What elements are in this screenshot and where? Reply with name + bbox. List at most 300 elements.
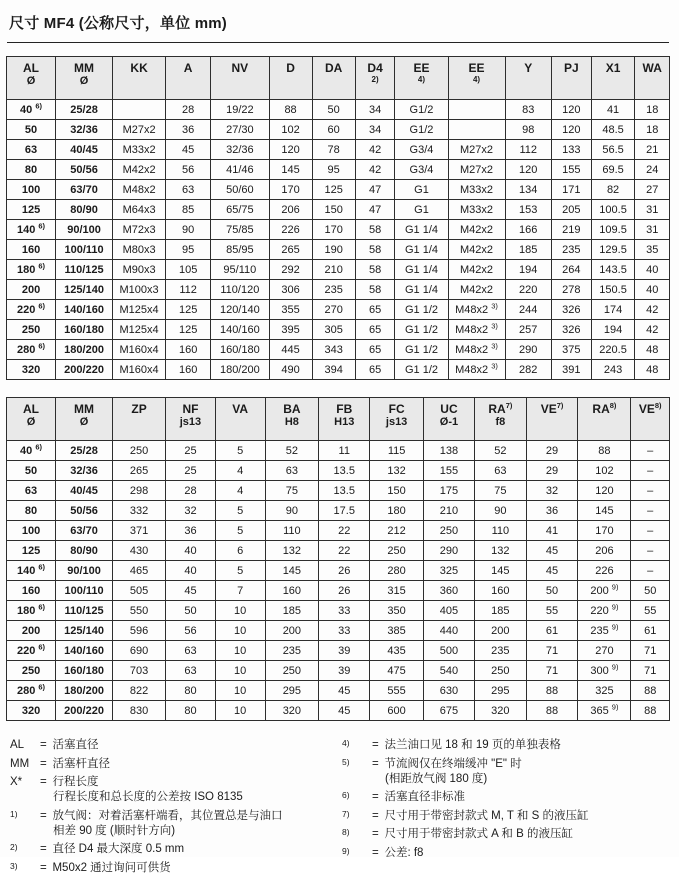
footnote-marker: 7): [342, 808, 350, 819]
table-cell: 52: [475, 441, 527, 461]
column-header-d4: D4 2): [355, 57, 395, 100]
table-cell: 138: [423, 441, 474, 461]
table-cell: 32/36: [56, 120, 113, 140]
footnote: [342, 827, 670, 842]
table-cell: 180: [370, 501, 424, 521]
table-cell: 40 $^{6)}$: [7, 441, 56, 461]
footnote-marker: 8): [342, 827, 350, 837]
table-cell: 18: [635, 120, 670, 140]
table-cell: 180 $^{6)}$: [7, 260, 56, 280]
table-cell: 282: [505, 360, 551, 380]
table-cell: 4: [215, 461, 265, 481]
table-cell: 540: [423, 661, 474, 681]
table-cell: 490: [269, 360, 312, 380]
column-header-uc: UC Ø-1: [423, 398, 474, 441]
table-cell: 80: [166, 701, 216, 721]
table-cell: 220.5: [591, 340, 635, 360]
table-cell: 822: [113, 681, 166, 701]
table-cell: 56.5: [591, 140, 635, 160]
table-cell: G1: [395, 200, 448, 220]
table-cell: 120: [551, 120, 591, 140]
footnotes-section: [6, 738, 670, 879]
table-cell: 440: [423, 621, 474, 641]
table-cell: 80: [166, 681, 216, 701]
table-cell: 95: [166, 240, 211, 260]
table-cell: 56: [166, 621, 216, 641]
table-cell: 13.5: [319, 481, 370, 501]
table-cell: 120: [505, 160, 551, 180]
table-cell: –: [631, 501, 670, 521]
table-cell: 244: [505, 300, 551, 320]
table-cell: –: [631, 541, 670, 561]
table-cell: [448, 120, 505, 140]
footnote-text: = M50x2 通过询问可供货: [40, 861, 171, 874]
table-cell: 32/36: [211, 140, 269, 160]
table-cell: 132: [475, 541, 527, 561]
table-cell: 88: [526, 701, 578, 721]
table-cell: 27: [635, 180, 670, 200]
table-cell: M100x3: [113, 280, 166, 300]
table-cell: 88: [578, 441, 631, 461]
table-cell: 88: [269, 100, 312, 120]
table-cell: 29: [526, 441, 578, 461]
table-cell: 140 $^{6)}$: [7, 561, 56, 581]
column-header-va: VA: [215, 398, 265, 441]
table-cell: 50/56: [56, 160, 113, 180]
table-cell: 550: [113, 601, 166, 621]
table-cell: 26: [319, 561, 370, 581]
table-cell: 140/160: [56, 300, 113, 320]
table-cell: 220 $^{6)}$: [7, 641, 56, 661]
table-cell: 125: [166, 320, 211, 340]
column-header-al: AL Ø: [7, 57, 56, 100]
column-header-kk: KK: [113, 57, 166, 100]
table-cell: 71: [526, 641, 578, 661]
table-cell: 32: [166, 501, 216, 521]
table-row: [7, 280, 670, 300]
table-cell: 180 $^{6)}$: [7, 601, 56, 621]
table-cell: 10: [215, 621, 265, 641]
table-cell: 250: [7, 320, 56, 340]
table-cell: 155: [423, 461, 474, 481]
table-cell: 290: [505, 340, 551, 360]
table-cell: 41: [591, 100, 635, 120]
table-cell: 435: [370, 641, 424, 661]
table-cell: 78: [312, 140, 355, 160]
table-cell: 132: [265, 541, 319, 561]
dimension-table-bottom: [6, 397, 670, 721]
table-cell: 160: [166, 340, 211, 360]
table-cell: 250: [423, 521, 474, 541]
table-cell: 200 $^{9)}$: [578, 581, 631, 601]
table-cell: –: [631, 561, 670, 581]
table-cell: 25: [166, 441, 216, 461]
table-cell: 371: [113, 521, 166, 541]
table-cell: 71: [631, 661, 670, 681]
table-cell: 500: [423, 641, 474, 661]
table-cell: M125x4: [113, 300, 166, 320]
table-cell: 465: [113, 561, 166, 581]
table-cell: G1 1/4: [395, 280, 448, 300]
column-header-da: DA: [312, 57, 355, 100]
table-row: [7, 701, 670, 721]
table-cell: 140 $^{6)}$: [7, 220, 56, 240]
table-cell: 45: [526, 561, 578, 581]
table-cell: 71: [631, 641, 670, 661]
table-cell: 830: [113, 701, 166, 721]
table-cell: 88: [631, 681, 670, 701]
table-cell: 180/200: [56, 681, 113, 701]
table-cell: 171: [551, 180, 591, 200]
footnote: [342, 809, 670, 824]
table-cell: 5: [215, 521, 265, 541]
table-cell: M64x3: [113, 200, 166, 220]
table-cell: 190: [312, 240, 355, 260]
footnote: [10, 861, 340, 876]
table-cell: 160: [475, 581, 527, 601]
table-cell: 41: [526, 521, 578, 541]
table-cell: 29: [526, 461, 578, 481]
table-cell: 65/75: [211, 200, 269, 220]
table-cell: 125/140: [56, 280, 113, 300]
table-cell: 395: [269, 320, 312, 340]
table-cell: 26: [319, 581, 370, 601]
table-cell: M27x2: [448, 160, 505, 180]
table-cell: 120: [578, 481, 631, 501]
column-header-mm: MM Ø: [56, 57, 113, 100]
table-cell: 18: [635, 100, 670, 120]
table-cell: 129.5: [591, 240, 635, 260]
table-cell: 375: [551, 340, 591, 360]
table-cell: 250: [113, 441, 166, 461]
table-cell: 65: [355, 320, 395, 340]
table-cell: 5: [215, 501, 265, 521]
table-cell: 58: [355, 280, 395, 300]
page-title: 尺寸 MF4 (公称尺寸，单位 mm): [9, 15, 227, 32]
column-header-ba: BA H8: [265, 398, 319, 441]
table-cell: 110/125: [56, 601, 113, 621]
table-cell: 200: [475, 621, 527, 641]
table-cell: 11: [319, 441, 370, 461]
table-cell: 194: [591, 320, 635, 340]
table-row: [7, 260, 670, 280]
table-cell: 41/46: [211, 160, 269, 180]
table-cell: 120/140: [211, 300, 269, 320]
table-cell: 69.5: [591, 160, 635, 180]
table-cell: M42x2: [448, 240, 505, 260]
table-cell: 257: [505, 320, 551, 340]
table-cell: 596: [113, 621, 166, 641]
table-cell: 105: [166, 260, 211, 280]
table-cell: 48.5: [591, 120, 635, 140]
footnote-text: = 直径 D4 最大深度 0.5 mm: [40, 843, 185, 855]
table-cell: 34: [355, 120, 395, 140]
table-cell: 100.5: [591, 200, 635, 220]
table-cell: 140/160: [56, 641, 113, 661]
table-cell: 42: [635, 300, 670, 320]
table-cell: 50: [166, 601, 216, 621]
footnote-text: = 尺寸用于带密封款式 M, T 和 S 的液压缸: [372, 809, 589, 822]
table-cell: 58: [355, 220, 395, 240]
column-header-x1: X1: [591, 57, 635, 100]
column-header-fc: FC js13: [370, 398, 424, 441]
table-cell: 100/110: [56, 581, 113, 601]
table-cell: M42x2: [448, 260, 505, 280]
table-cell: M90x3: [113, 260, 166, 280]
table-cell: 22: [319, 541, 370, 561]
table-cell: 10: [215, 641, 265, 661]
footnote-marker: 5): [342, 756, 350, 767]
table-cell: [113, 100, 166, 120]
table-cell: 160: [265, 581, 319, 601]
table-cell: 264: [551, 260, 591, 280]
footnotes-left-column: [10, 738, 340, 879]
table-cell: 306: [269, 280, 312, 300]
table-cell: 50: [312, 100, 355, 120]
table-cell: 320: [475, 701, 527, 721]
table-cell: 143.5: [591, 260, 635, 280]
table-row: [7, 360, 670, 380]
table-cell: 55: [631, 601, 670, 621]
footnote-marker: 6): [342, 790, 350, 800]
table-cell: M33x2: [448, 180, 505, 200]
table-cell: 42: [355, 140, 395, 160]
table-cell: M33x2: [113, 140, 166, 160]
table-row: [7, 200, 670, 220]
table-cell: 32/36: [56, 461, 113, 481]
table-cell: 5: [215, 441, 265, 461]
table-cell: 326: [551, 320, 591, 340]
table-cell: 61: [526, 621, 578, 641]
footnote: [342, 846, 670, 861]
table-cell: [448, 100, 505, 120]
table-cell: 140/160: [211, 320, 269, 340]
table-cell: 445: [269, 340, 312, 360]
table-cell: G1 1/4: [395, 260, 448, 280]
table-cell: M42x2: [448, 280, 505, 300]
table-cell: 34: [355, 100, 395, 120]
table-cell: 7: [215, 581, 265, 601]
table-cell: 290: [423, 541, 474, 561]
footnote: [10, 809, 340, 839]
table-cell: 185: [505, 240, 551, 260]
table-cell: 270: [312, 300, 355, 320]
table-cell: 40: [166, 541, 216, 561]
table-cell: 120: [551, 100, 591, 120]
footnote-text: = 尺寸用于带密封款式 A 和 B 的液压缸: [372, 828, 573, 840]
table-cell: M160x4: [113, 340, 166, 360]
table-row: [7, 521, 670, 541]
table-cell: 36: [166, 120, 211, 140]
table-cell: 63: [7, 140, 56, 160]
table-cell: 160/180: [211, 340, 269, 360]
table-cell: 6: [215, 541, 265, 561]
footnote-marker: AL: [10, 739, 25, 751]
table-cell: 703: [113, 661, 166, 681]
table-cell: 58: [355, 240, 395, 260]
table-cell: 265: [113, 461, 166, 481]
table-cell: 63: [166, 641, 216, 661]
column-header-a: A: [166, 57, 211, 100]
table-cell: 85/95: [211, 240, 269, 260]
table-cell: 40 $^{6)}$: [7, 100, 56, 120]
table-cell: 33: [319, 621, 370, 641]
table-cell: G1/2: [395, 120, 448, 140]
table-cell: 95: [312, 160, 355, 180]
table-cell: 90/100: [56, 220, 113, 240]
column-header-ve: VE$^{8)}$: [631, 398, 670, 441]
table-row: [7, 561, 670, 581]
table-cell: 132: [370, 461, 424, 481]
table-cell: 32: [526, 481, 578, 501]
table-cell: 42: [355, 160, 395, 180]
table-cell: 90/100: [56, 561, 113, 581]
table-cell: 98: [505, 120, 551, 140]
table-cell: 88: [526, 681, 578, 701]
table-cell: 10: [215, 701, 265, 721]
header-row: [7, 398, 670, 441]
table-cell: 675: [423, 701, 474, 721]
table-row: [7, 461, 670, 481]
footnote-marker: 4): [342, 738, 350, 748]
table-cell: 326: [551, 300, 591, 320]
table-cell: 125: [312, 180, 355, 200]
table-cell: 50: [526, 581, 578, 601]
table-cell: G1 1/2: [395, 340, 448, 360]
footnote-text: = 法兰油口见 18 和 19 页的单独表格: [372, 739, 561, 751]
table-row: [7, 100, 670, 120]
table-cell: G1 1/2: [395, 320, 448, 340]
table-cell: 35: [635, 240, 670, 260]
footnote-text: = 活塞直径: [40, 739, 99, 751]
table-row: [7, 441, 670, 461]
table-cell: 320: [7, 360, 56, 380]
table-cell: 133: [551, 140, 591, 160]
table-cell: 83: [505, 100, 551, 120]
table-cell: 243: [591, 360, 635, 380]
table-row: [7, 180, 670, 200]
table-cell: 63: [265, 461, 319, 481]
table-cell: 45: [319, 681, 370, 701]
table-cell: 75: [265, 481, 319, 501]
table-cell: 63: [166, 180, 211, 200]
table-cell: 115: [370, 441, 424, 461]
table-cell: 475: [370, 661, 424, 681]
table-cell: 292: [269, 260, 312, 280]
table-cell: 220 $^{9)}$: [578, 601, 631, 621]
table-cell: 52: [265, 441, 319, 461]
table-cell: 394: [312, 360, 355, 380]
table-cell: 110: [265, 521, 319, 541]
table-cell: 155: [551, 160, 591, 180]
footnote-text: = 活塞杆直径: [40, 757, 110, 770]
table-cell: 4: [215, 481, 265, 501]
table-row: [7, 541, 670, 561]
table-cell: 235: [551, 240, 591, 260]
table-cell: 160: [7, 240, 56, 260]
footnote-text: = 节流阀仅在终端缓冲 "E" 时 (相距放气阀 180 度): [372, 757, 522, 785]
table-cell: M160x4: [113, 360, 166, 380]
table-cell: M42x2: [448, 220, 505, 240]
table-cell: 235: [475, 641, 527, 661]
table-cell: 325: [578, 681, 631, 701]
table-cell: 200/220: [56, 701, 113, 721]
table-cell: –: [631, 441, 670, 461]
table-cell: 405: [423, 601, 474, 621]
table-cell: 33: [319, 601, 370, 621]
column-header-ra: RA$^{7)}$ f8: [475, 398, 527, 441]
table-cell: 166: [505, 220, 551, 240]
table-row: [7, 641, 670, 661]
table-cell: 391: [551, 360, 591, 380]
table-cell: 100: [7, 180, 56, 200]
table-cell: 150: [312, 200, 355, 220]
table-cell: 200/220: [56, 360, 113, 380]
footnote: [342, 790, 670, 805]
table-cell: 175: [423, 481, 474, 501]
footnote: [10, 757, 340, 772]
column-header-ee: EE 4): [395, 57, 448, 100]
table-cell: G1 1/4: [395, 220, 448, 240]
table-cell: 235: [265, 641, 319, 661]
table-cell: 200: [7, 280, 56, 300]
table-cell: –: [631, 481, 670, 501]
table-cell: 110: [475, 521, 527, 541]
table-cell: 36: [526, 501, 578, 521]
table-cell: 10: [215, 681, 265, 701]
footnote: [10, 738, 340, 753]
table-cell: 95/110: [211, 260, 269, 280]
table-cell: 220 $^{6)}$: [7, 300, 56, 320]
table-cell: 40/45: [56, 140, 113, 160]
table-row: [7, 160, 670, 180]
dimension-table-top: [6, 56, 670, 380]
column-header-ee: EE 4): [448, 57, 505, 100]
column-header-zp: ZP: [113, 398, 166, 441]
table-cell: G3/4: [395, 140, 448, 160]
table-cell: M80x3: [113, 240, 166, 260]
table-cell: 332: [113, 501, 166, 521]
table-cell: M48x2: [113, 180, 166, 200]
table-cell: 112: [505, 140, 551, 160]
table-cell: 360: [423, 581, 474, 601]
table-cell: 80: [7, 160, 56, 180]
table-cell: M33x2: [448, 200, 505, 220]
table-cell: 40: [635, 260, 670, 280]
table-cell: 125: [7, 541, 56, 561]
table-cell: 63: [166, 661, 216, 681]
table-cell: 63/70: [56, 521, 113, 541]
table-cell: 63: [7, 481, 56, 501]
table-cell: 265: [269, 240, 312, 260]
table-cell: 45: [166, 581, 216, 601]
table-cell: 278: [551, 280, 591, 300]
column-header-nf: NF js13: [166, 398, 216, 441]
table-cell: 298: [113, 481, 166, 501]
table-cell: 206: [578, 541, 631, 561]
table-cell: 82: [591, 180, 635, 200]
table-cell: 60: [312, 120, 355, 140]
table-cell: 28: [166, 481, 216, 501]
table-cell: 25/28: [56, 100, 113, 120]
table-cell: 174: [591, 300, 635, 320]
column-header-y: Y: [505, 57, 551, 100]
table-cell: 145: [578, 501, 631, 521]
column-header-nv: NV: [211, 57, 269, 100]
table-cell: 25: [166, 461, 216, 481]
title-divider: [7, 42, 669, 43]
table-cell: 305: [312, 320, 355, 340]
